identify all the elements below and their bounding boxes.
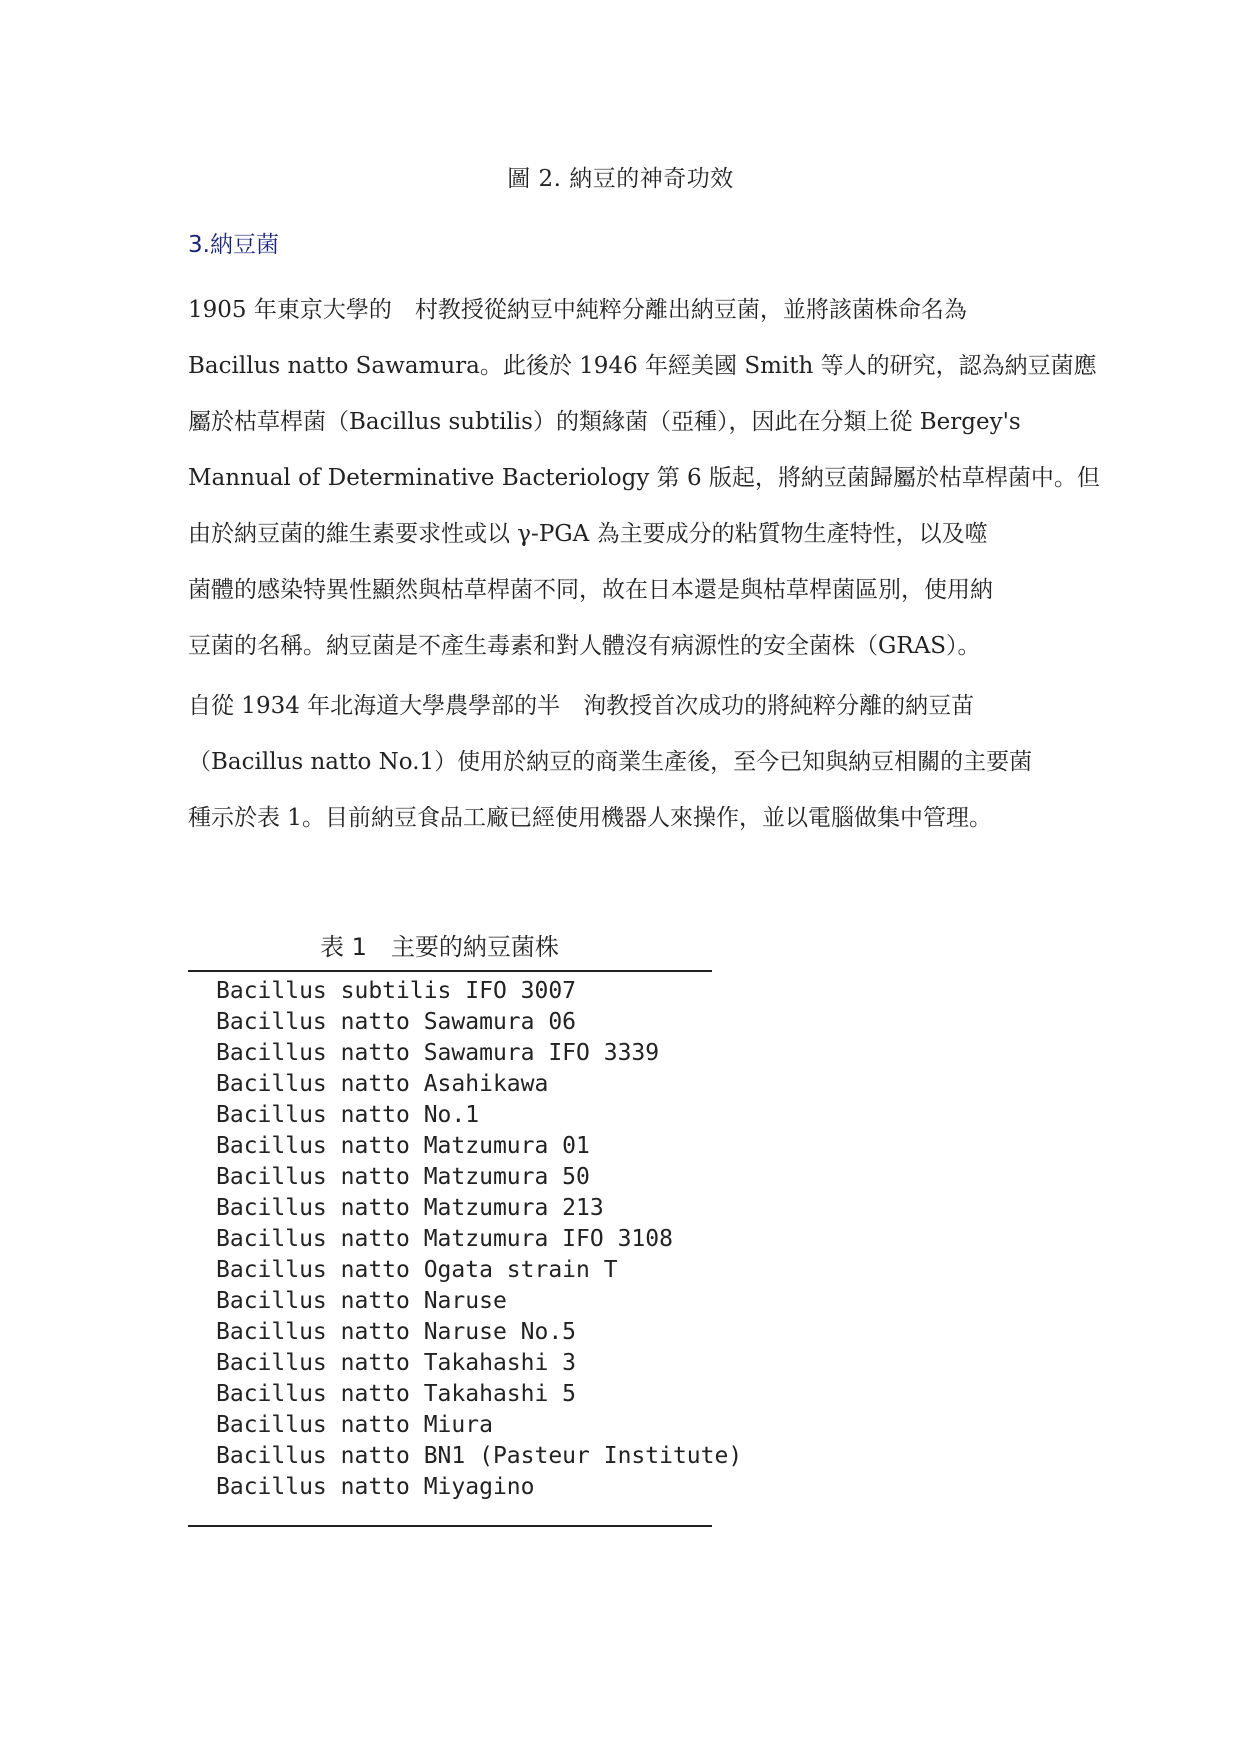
- list-item: Bacillus natto Takahashi 5: [216, 1381, 577, 1407]
- paragraph-line: （Bacillus natto No.1）使用於納豆的商業生產後，至今已知與納豆相關的主要菌: [188, 749, 1033, 775]
- paragraph-line: 菌體的感染特異性顯然與枯草桿菌不同，故在日本還是與枯草桿菌區別，使用納: [188, 577, 993, 603]
- strain-list: [216, 976, 742, 1503]
- paragraph-line: 自從 1934 年北海道大學農學部的半 洵教授首次成功的將純粹分離的納豆苗: [188, 693, 975, 719]
- paragraph-line: 由於納豆菌的維生素要求性或以 γ-PGA 為主要成分的粘質物生產特性，以及噬: [188, 521, 988, 547]
- list-item: Bacillus natto Matzumura 01: [216, 1133, 590, 1159]
- list-item: Bacillus subtilis IFO 3007: [216, 978, 577, 1004]
- paragraph-line: 豆菌的名稱。納豆菌是不產生毒素和對人體沒有病源性的安全菌株（GRAS）。: [188, 633, 981, 659]
- list-item: Bacillus natto Matzumura 213: [216, 1195, 604, 1221]
- list-item: Bacillus natto Miyagino: [216, 1474, 535, 1500]
- paragraph-2: [188, 678, 1058, 846]
- list-item: Bacillus natto Ogata strain T: [216, 1257, 618, 1283]
- list-item: Bacillus natto BN1 (Pasteur Institute): [216, 1443, 743, 1469]
- list-item: Bacillus natto Asahikawa: [216, 1071, 549, 1097]
- paragraph-line: Mannual of Determinative Bacteriology 第 6 版起，將納豆菌歸屬於枯草桿菌中。但: [188, 465, 1100, 491]
- paragraph-line: 1905 年東京大學的 村教授從納豆中純粹分離出納豆菌，並將該菌株命名為: [188, 297, 967, 323]
- list-item: Bacillus natto Sawamura 06: [216, 1009, 577, 1035]
- list-item: Bacillus natto Matzumura IFO 3108: [216, 1226, 673, 1252]
- list-item: Bacillus natto Sawamura IFO 3339: [216, 1040, 660, 1066]
- list-item: Bacillus natto No.1: [216, 1102, 480, 1128]
- table-top-rule: [188, 970, 712, 972]
- paragraph-line: 種示於表 1。目前納豆食品工廠已經使用機器人來操作，並以電腦做集中管理。: [188, 805, 992, 831]
- paragraph-1: [188, 282, 1100, 674]
- table-caption: 表 1 主要的納豆菌株: [320, 933, 559, 961]
- list-item: Bacillus natto Naruse No.5: [216, 1319, 577, 1345]
- paragraph-line: 屬於枯草桿菌（Bacillus subtilis）的類緣菌（亞種），因此在分類上從 Bergey's: [188, 409, 1021, 435]
- table-bottom-rule: [188, 1525, 712, 1527]
- list-item: Bacillus natto Takahashi 3: [216, 1350, 577, 1376]
- list-item: Bacillus natto Miura: [216, 1412, 493, 1438]
- paragraph-line: Bacillus natto Sawamura。此後於 1946 年經美國 Smith 等人的研究，認為納豆菌應: [188, 353, 1097, 379]
- figure-caption: 圖 2. 納豆的神奇功效: [507, 166, 734, 192]
- section-heading: 3.納豆菌: [188, 232, 279, 258]
- list-item: Bacillus natto Naruse: [216, 1288, 507, 1314]
- list-item: Bacillus natto Matzumura 50: [216, 1164, 590, 1190]
